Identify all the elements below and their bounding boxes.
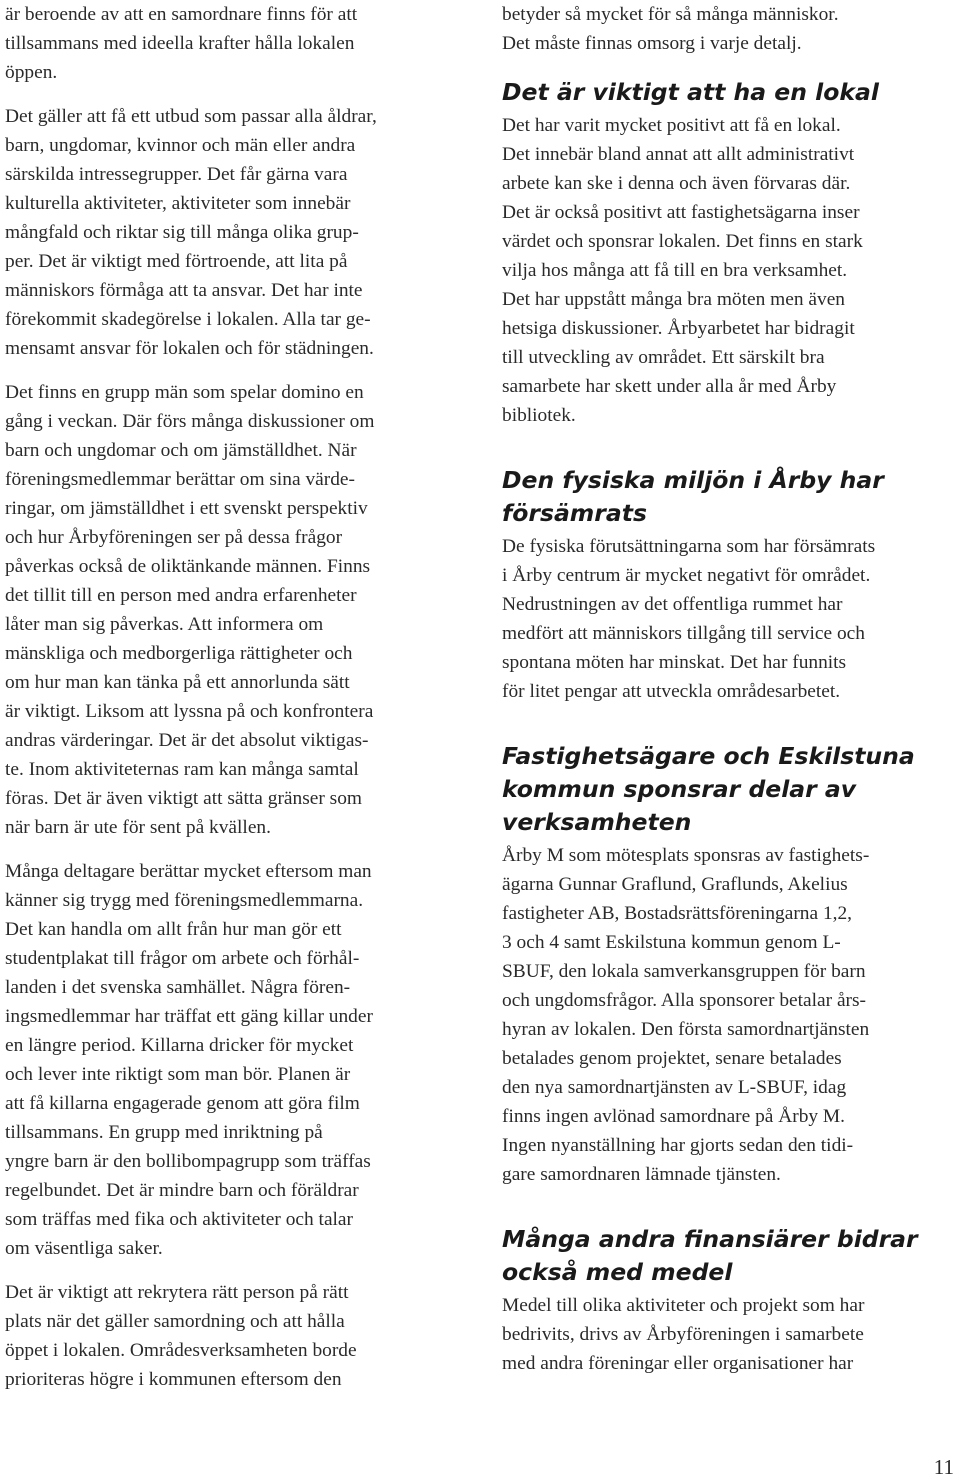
- text-line: barn, ungdomar, kvinnor och män eller andra: [5, 135, 356, 156]
- text-line: spontana möten har minskat. Det har funnits: [502, 652, 847, 673]
- text-line: gare samordnaren lämnade tjänsten.: [502, 1164, 781, 1185]
- heading-line: Det är viktigt att ha en lokal: [502, 78, 879, 106]
- heading-line: Den fysiska miljön i Årby har: [502, 466, 884, 494]
- text-line: te. Inom aktiviteternas ram kan många samtal: [5, 759, 359, 780]
- heading-line: kommun sponsrar delar av: [502, 775, 857, 803]
- paragraph: [5, 0, 467, 87]
- text-line: andras värderingar. Det är det absolut viktigas-: [5, 730, 369, 751]
- heading-line: Fastighetsägare och Eskilstuna: [502, 742, 915, 770]
- text-line: föras. Det är även viktigt att sätta gränser som: [5, 788, 362, 809]
- heading-line: Många andra finansiärer bidrar: [502, 1225, 918, 1253]
- text-line: plats när det gäller samordning och att hålla: [5, 1311, 345, 1332]
- text-line: ingsmedlemmar har träffat ett gäng killar under: [5, 1006, 373, 1027]
- text-line: hyran av lokalen. Den första samordnartjänsten: [502, 1019, 870, 1040]
- text-line: i Årby centrum är mycket negativt för området.: [502, 565, 871, 586]
- paragraph: [5, 1278, 467, 1394]
- heading-line: verksamheten: [502, 808, 692, 836]
- text-line: 3 och 4 samt Eskilstuna kommun genom L-: [502, 932, 841, 953]
- heading-line: också med medel: [502, 1258, 733, 1286]
- text-line: SBUF, den lokala samverkansgruppen för barn: [502, 961, 866, 982]
- heading-line: försämrats: [502, 499, 647, 527]
- text-line: Många deltagare berättar mycket eftersom man: [5, 861, 372, 882]
- text-line: känner sig trygg med föreningsmedlemmarna.: [5, 890, 364, 911]
- text-line: kulturella aktiviteter, aktiviteter som innebär: [5, 193, 351, 214]
- text-line: om hur man kan tänka på ett annorlunda sätt: [5, 672, 350, 693]
- paragraph: [5, 857, 467, 1263]
- text-line: är beroende av att en samordnare finns för att: [5, 4, 358, 25]
- text-line: förekommit skadegörelse i lokalen. Alla tar ge-: [5, 309, 371, 330]
- text-line: ägarna Gunnar Graflund, Graflunds, Akelius: [502, 874, 848, 895]
- text-line: samarbete har skett under alla år med Årby: [502, 376, 837, 397]
- text-line: öppet i lokalen. Områdesverksamheten borde: [5, 1340, 357, 1361]
- text-line: Det kan handla om allt från hur man gör ett: [5, 919, 342, 940]
- text-line: värdet och sponsrar lokalen. Det finns en stark: [502, 231, 863, 252]
- text-line: barn och ungdomar och om jämställdhet. När: [5, 440, 357, 461]
- text-line: prioriteras högre i kommunen eftersom den: [5, 1369, 342, 1390]
- text-line: Årby M som mötesplats sponsras av fastighets-: [502, 845, 870, 866]
- text-line: per. Det är viktigt med förtroende, att lita på: [5, 251, 348, 272]
- text-line: med andra föreningar eller organisationer har: [502, 1353, 854, 1374]
- text-line: fastigheter AB, Bostadsrättsföreningarna 1,2,: [502, 903, 853, 924]
- text-line: regelbundet. Det är mindre barn och föräldrar: [5, 1180, 359, 1201]
- text-line: betalades genom projektet, senare betalades: [502, 1048, 842, 1069]
- section-body: [502, 841, 958, 1189]
- text-line: vilja hos många att få till en bra verksamhet.: [502, 260, 848, 281]
- text-line: ringar, om jämställdhet i ett svenskt perspektiv: [5, 498, 368, 519]
- text-line: arbete kan ske i denna och även förvaras där.: [502, 173, 851, 194]
- text-line: den nya samordnartjänsten av L-SBUF, idag: [502, 1077, 847, 1098]
- text-line: bedrivits, drivs av Årbyföreningen i samarbete: [502, 1324, 864, 1345]
- section-heading: [502, 740, 958, 839]
- section-heading: [502, 1223, 958, 1289]
- text-line: att få killarna engagerade genom att göra film: [5, 1093, 360, 1114]
- text-line: landen i det svenska samhället. Några fören-: [5, 977, 351, 998]
- text-line: Det innebär bland annat att allt administrativt: [502, 144, 855, 165]
- text-line: tillsammans. En grupp med inriktning på: [5, 1122, 323, 1143]
- text-line: som träffas med fika och aktiviteter och talar: [5, 1209, 353, 1230]
- text-line: Medel till olika aktiviteter och projekt som har: [502, 1295, 865, 1316]
- text-line: människors förmåga att ta ansvar. Det har inte: [5, 280, 363, 301]
- section-body: [502, 1291, 958, 1378]
- text-line: bibliotek.: [502, 405, 576, 426]
- section-heading: [502, 464, 958, 530]
- text-line: när barn är ute för sent på kvällen.: [5, 817, 271, 838]
- text-line: hetsiga diskussioner. Årbyarbetet har bidragit: [502, 318, 855, 339]
- text-line: Det gäller att få ett utbud som passar alla åldrar,: [5, 106, 377, 127]
- paragraph: [5, 378, 467, 842]
- text-line: Det är också positivt att fastighetsägarna inser: [502, 202, 860, 223]
- text-line: Det har varit mycket positivt att få en lokal.: [502, 115, 841, 136]
- text-line: tillsammans med ideella krafter hålla lokalen: [5, 33, 355, 54]
- text-line: Det är viktigt att rekrytera rätt person på rätt: [5, 1282, 349, 1303]
- text-line: för litet pengar att utveckla områdesarbetet.: [502, 681, 841, 702]
- text-line: en längre period. Killarna dricker för mycket: [5, 1035, 354, 1056]
- text-line: till utveckling av området. Ett särskilt bra: [502, 347, 825, 368]
- text-line: öppen.: [5, 62, 58, 83]
- text-line: Det måste finnas omsorg i varje detalj.: [502, 33, 802, 54]
- text-line: Det finns en grupp män som spelar domino en: [5, 382, 364, 403]
- text-line: gång i veckan. Där förs många diskussioner om: [5, 411, 375, 432]
- text-line: yngre barn är den bollibompagrupp som träffas: [5, 1151, 371, 1172]
- right-text-column: [502, 0, 958, 1378]
- text-line: mångfald och riktar sig till många olika grup-: [5, 222, 359, 243]
- text-line: De fysiska förutsättningarna som har försämrats: [502, 536, 876, 557]
- text-line: medfört att människors tillgång till service och: [502, 623, 865, 644]
- text-line: det tillit till en person med andra erfarenheter: [5, 585, 357, 606]
- text-line: finns ingen avlönad samordnare på Årby M.: [502, 1106, 846, 1127]
- left-text-column: [5, 0, 467, 1394]
- text-line: och lever inte riktigt som man bör. Planen är: [5, 1064, 351, 1085]
- text-line: föreningsmedlemmar berättar om sina värde-: [5, 469, 355, 490]
- text-line: studentplakat till frågor om arbete och förhål-: [5, 948, 360, 969]
- section-body: [502, 111, 958, 430]
- text-line: Det har uppstått många bra möten men även: [502, 289, 845, 310]
- text-line: mensamt ansvar för lokalen och för städningen.: [5, 338, 374, 359]
- text-line: låter man sig påverkas. Att informera om: [5, 614, 324, 635]
- intro-paragraph: [502, 0, 958, 58]
- section-body: [502, 532, 958, 706]
- text-line: påverkas också de oliktänkande männen. Finns: [5, 556, 371, 577]
- text-line: mänskliga och medborgerliga rättigheter och: [5, 643, 353, 664]
- text-line: och ungdomsfrågor. Alla sponsorer betalar års-: [502, 990, 867, 1011]
- text-line: och hur Årbyföreningen ser på dessa frågor: [5, 527, 343, 548]
- text-line: Ingen nyanställning har gjorts sedan den tidi-: [502, 1135, 854, 1156]
- text-line: särskilda intressegrupper. Det får gärna vara: [5, 164, 348, 185]
- text-line: är viktigt. Liksom att lyssna på och konfrontera: [5, 701, 374, 722]
- text-line: Nedrustningen av det offentliga rummet har: [502, 594, 843, 615]
- text-line: om väsentliga saker.: [5, 1238, 163, 1259]
- section-heading: [502, 76, 958, 109]
- page-number: 11: [933, 1455, 954, 1479]
- paragraph: [5, 102, 467, 363]
- text-line: betyder så mycket för så många människor.: [502, 4, 839, 25]
